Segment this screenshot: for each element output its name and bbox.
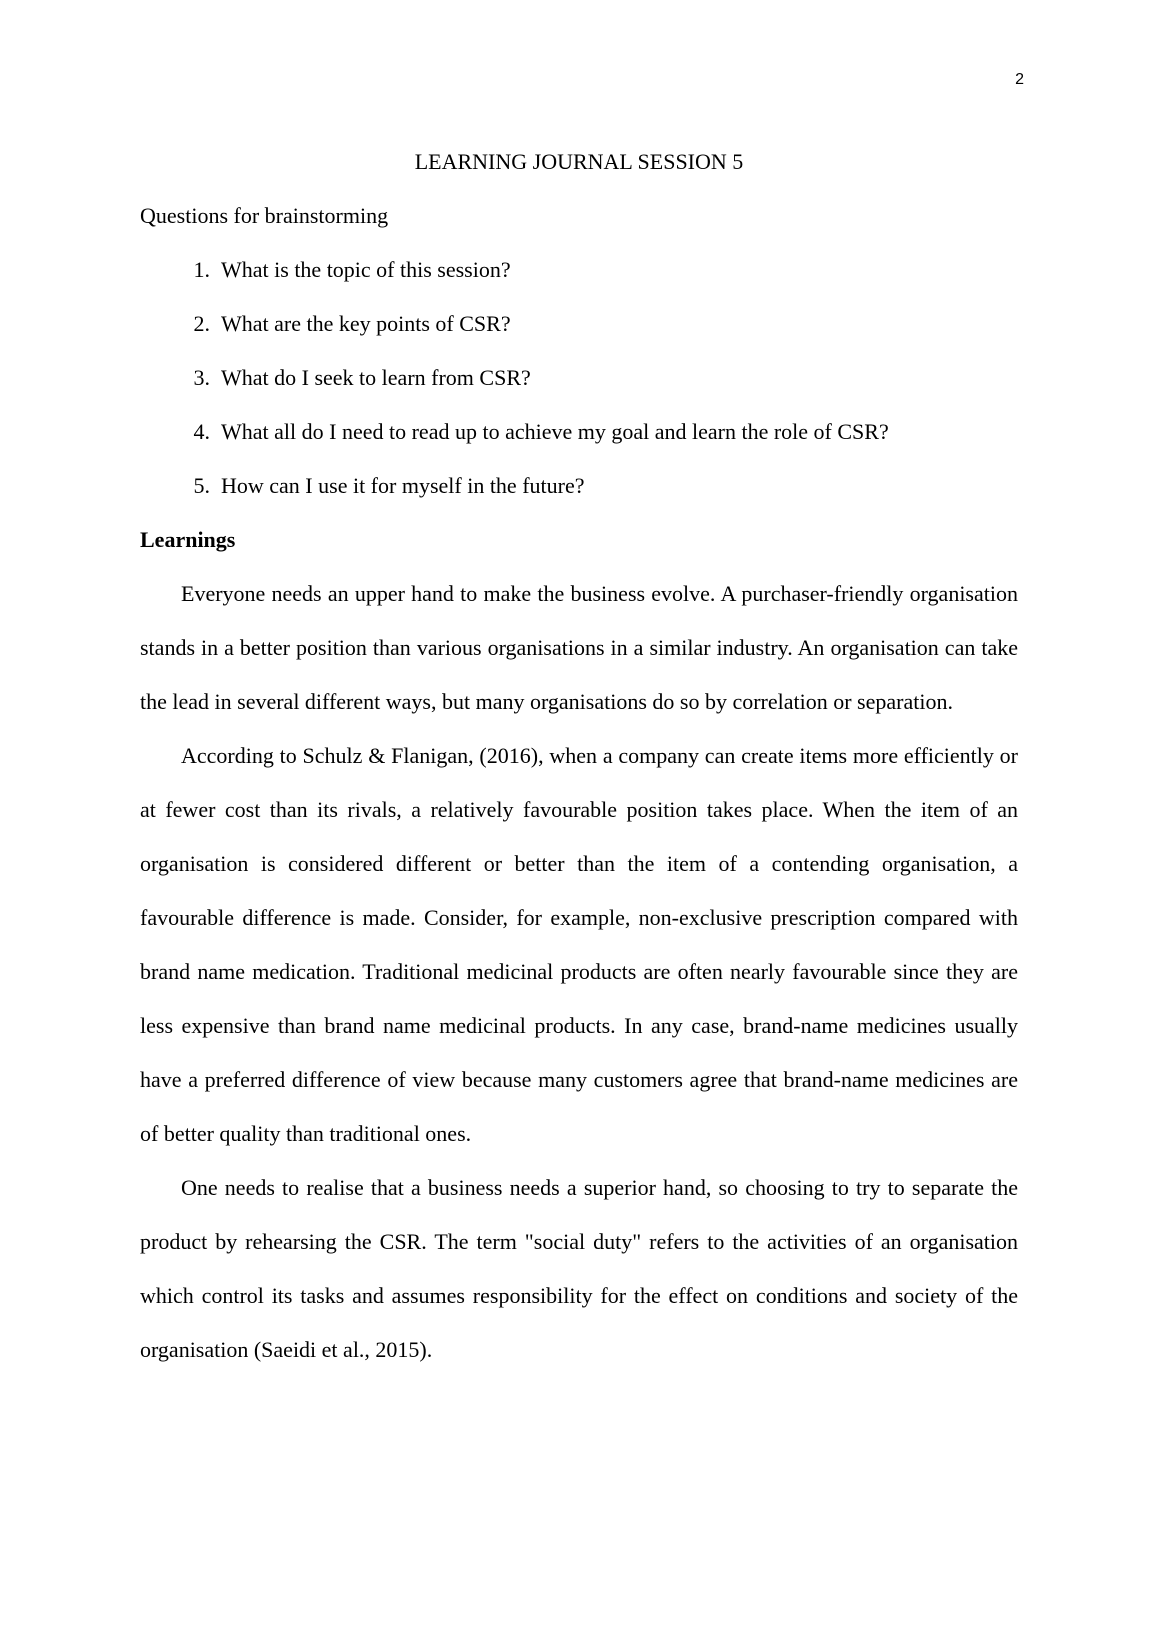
list-item-text: What is the topic of this session? (221, 257, 511, 282)
brainstorm-heading: Questions for brainstorming (140, 203, 389, 228)
list-item-text: What are the key points of CSR? (221, 311, 511, 336)
list-item-number: 3. (193, 365, 210, 390)
learnings-paragraph: Everyone needs an upper hand to make the business evolve. A purchaser-friendly organisation stands in a better position than various organisations in a similar industry. An organisation can take the lead in several different ways, but many organisations do so by correlation or separation. (140, 581, 1018, 714)
brainstorm-question-list (140, 243, 1018, 513)
list-item-number: 1. (193, 257, 210, 282)
page-title: LEARNING JOURNAL SESSION 5 (414, 149, 744, 174)
learnings-heading: Learnings (140, 527, 236, 552)
learnings-paragraph: One needs to realise that a business needs a superior hand, so choosing to try to separate the product by rehearsing the CSR. The term "social duty" refers to the activities of an organisation which control its tasks and assumes responsibility for the effect on conditions and society of the organisation (Saeidi et al., 2015). (140, 1175, 1018, 1362)
list-item (140, 243, 1018, 297)
list-item (140, 351, 1018, 405)
list-item-text: What do I seek to learn from CSR? (221, 365, 531, 390)
list-item (140, 297, 1018, 351)
learnings-paragraph: According to Schulz & Flanigan, (2016), when a company can create items more efficiently or at fewer cost than its rivals, a relatively favourable position takes place. When the item of an organisation is considered different or better than the item of a contending organisation, a favourable difference is made. Consider, for example, non-exclusive prescription compared with brand name medication. Traditional medicinal products are often nearly favourable since they are less expensive than brand name medicinal products. In any case, brand-name medicines usually have a preferred difference of view because many customers agree that brand-name medicines are of better quality than traditional ones. (140, 743, 1018, 1146)
list-item-number: 4. (193, 419, 210, 444)
list-item (140, 459, 1018, 513)
list-item-text: How can I use it for myself in the future? (221, 473, 585, 498)
list-item-text: What all do I need to read up to achieve my goal and learn the role of CSR? (221, 419, 889, 444)
list-item-number: 2. (193, 311, 210, 336)
page-content (140, 135, 1018, 1377)
list-item-number: 5. (193, 473, 210, 498)
page-number: 2 (1015, 71, 1024, 88)
list-item (140, 405, 1018, 459)
